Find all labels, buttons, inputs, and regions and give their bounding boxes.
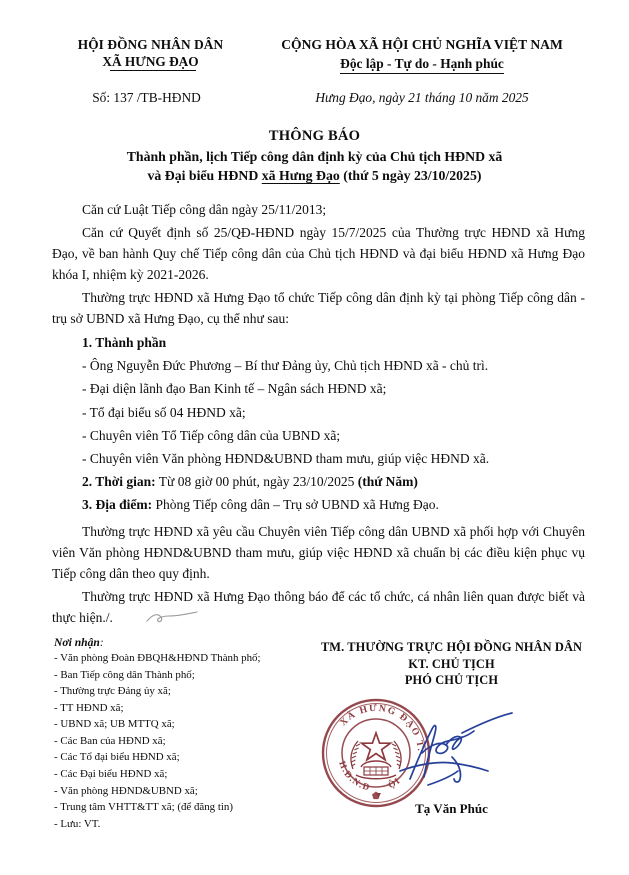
section-time-weekday: (thứ Năm) <box>357 474 418 490</box>
document-header <box>0 0 629 73</box>
issuing-organization <box>36 36 251 71</box>
paragraph-closing <box>52 586 585 628</box>
list-item: - Các Đại biểu HĐND xã; <box>54 767 168 780</box>
handwritten-flourish <box>115 610 169 624</box>
title-subtitle-line1: Thành phần, lịch Tiếp công dân định kỳ của Chủ tịch HĐND xã <box>126 148 503 164</box>
recipients-heading-colon: : <box>99 636 104 649</box>
list-item: - Thường trực Đảng ủy xã; <box>54 685 171 698</box>
paragraph-legal-basis-1: Căn cứ Luật Tiếp công dân ngày 25/11/2013; <box>82 201 327 217</box>
section-time <box>52 470 585 493</box>
section-location-label: 3. Địa điểm: <box>82 497 153 513</box>
section-location-value: Phòng Tiếp công dân – Trụ sở UBND xã Hưng Đạo. <box>152 497 439 513</box>
handwritten-signature <box>392 701 522 801</box>
list-item: - Chuyên viên Văn phòng HĐND&UBND tham mưu, giúp việc HĐND xã. <box>82 450 490 466</box>
list-item: - Các Ban của HĐND xã; <box>54 734 166 747</box>
list-item: - Văn phòng Đoàn ĐBQH&HĐND Thành phố; <box>54 652 261 664</box>
list-item: - Ông Nguyễn Đức Phương – Bí thư Đảng ủy, Chủ tịch HĐND xã - chủ trì. <box>82 358 489 374</box>
list-item: - Các Tổ đại biểu HĐND xã; <box>54 751 180 764</box>
organization-name-line1: HỘI ĐỒNG NHÂN DÂN <box>77 37 224 52</box>
signer-name: Tạ Văn Phúc <box>415 800 488 816</box>
section-time-value: Từ 08 giờ 00 phút, ngày 23/10/2025 <box>155 474 358 490</box>
section-time-label: 2. Thời gian: <box>82 474 156 490</box>
title-block <box>0 128 629 185</box>
signature-delegation-line: KT. CHỦ TỊCH <box>408 656 495 671</box>
recipients-block <box>54 636 304 832</box>
list-item: - Lưu: VT. <box>54 817 101 830</box>
list-item: - Tổ đại biểu số 04 HĐND xã; <box>82 404 246 420</box>
list-item: - TT HĐND xã; <box>54 701 124 714</box>
title-subtitle-commune: xã Hưng Đạo <box>261 167 340 183</box>
paragraph-instruction: Thường trực HĐND xã yêu cầu Chuyên viên Tiếp công dân UBND xã phối hợp với Chuyên viên Văn phòng HĐND&UBND tham mưu, giúp việc HĐND xã chuẩn bị các điều kiện phục vụ Tiếp công dân theo quy định. <box>52 523 585 581</box>
national-motto: Độc lập - Tự do - Hạnh phúc <box>340 55 504 71</box>
title-subtitle-prefix: và Đại biểu HĐND <box>147 167 262 183</box>
list-item: - Đại diện lãnh đạo Ban Kinh tế – Ngân sách HĐND xã; <box>82 381 387 397</box>
page-title: THÔNG BÁO <box>268 127 361 144</box>
list-item: - Chuyên viên Tổ Tiếp công dân của UBND xã; <box>82 427 341 443</box>
svg-text:ỘI: ỘI <box>386 774 403 791</box>
paragraph-legal-basis-2: Căn cứ Quyết định số 25/QĐ-HĐND ngày 15/7/2025 của Thường trực HĐND xã Hưng Đạo, về ban hành Quy chế Tiếp công dân của Chủ tịch HĐND và đại biểu HĐND xã Hưng Đạo khóa I, nhiệm kỳ 2021-2026. <box>52 224 585 282</box>
paragraph-intro: Thường trực HĐND xã Hưng Đạo tổ chức Tiếp công dân định kỳ tại phòng Tiếp công dân - trụ sở UBND xã Hưng Đạo, cụ thể như sau: <box>52 289 585 326</box>
section-location <box>52 493 585 516</box>
list-item: - Trung tâm VHTT&TT xã; (để đăng tin) <box>54 801 233 814</box>
section-heading-participants: 1. Thành phần <box>82 335 167 351</box>
organization-name-line2: XÃ HƯNG ĐẠO <box>102 54 199 70</box>
paragraph-closing-text: Thường trực HĐND xã Hưng Đạo thông báo để các tổ chức, cá nhân liên quan được biết và thực hiện./. <box>52 588 585 625</box>
svg-text:H.Đ.N.D: H.Đ.N.D <box>337 759 372 793</box>
national-heading <box>251 36 593 73</box>
document-number: Số: 137 /TB-HĐND <box>92 89 201 105</box>
signature-position-line: PHÓ CHỦ TỊCH <box>404 673 499 688</box>
document-subheader <box>0 73 629 106</box>
stamp-and-signature-area <box>304 693 599 809</box>
signature-authority-line: TM. THƯỜNG TRỰC HỘI ĐỒNG NHÂN DÂN <box>320 640 583 654</box>
document-body <box>0 199 629 628</box>
list-item: - Ban Tiếp công dân Thành phố; <box>54 668 195 681</box>
list-item: - Văn phòng HĐND&UBND xã; <box>54 784 198 797</box>
recipients-heading <box>54 636 304 649</box>
title-subtitle-line2 <box>40 166 589 185</box>
title-subtitle <box>40 147 589 185</box>
recipients-heading-text: Nơi nhận <box>54 636 100 649</box>
list-item: - UBND xã; UB MTTQ xã; <box>54 718 175 731</box>
country-name: CỘNG HÒA XÃ HỘI CHỦ NGHĨA VIỆT NAM <box>281 37 563 52</box>
signature-block <box>304 636 599 832</box>
document-date: Hưng Đạo, ngày 21 tháng 10 năm 2025 <box>315 89 529 105</box>
document-footer <box>0 636 629 832</box>
svg-text:XÃ HƯNG ĐẠO T.: XÃ HƯNG ĐẠO T. <box>337 702 427 753</box>
title-subtitle-suffix: (thứ 5 ngày 23/10/2025) <box>339 167 482 183</box>
